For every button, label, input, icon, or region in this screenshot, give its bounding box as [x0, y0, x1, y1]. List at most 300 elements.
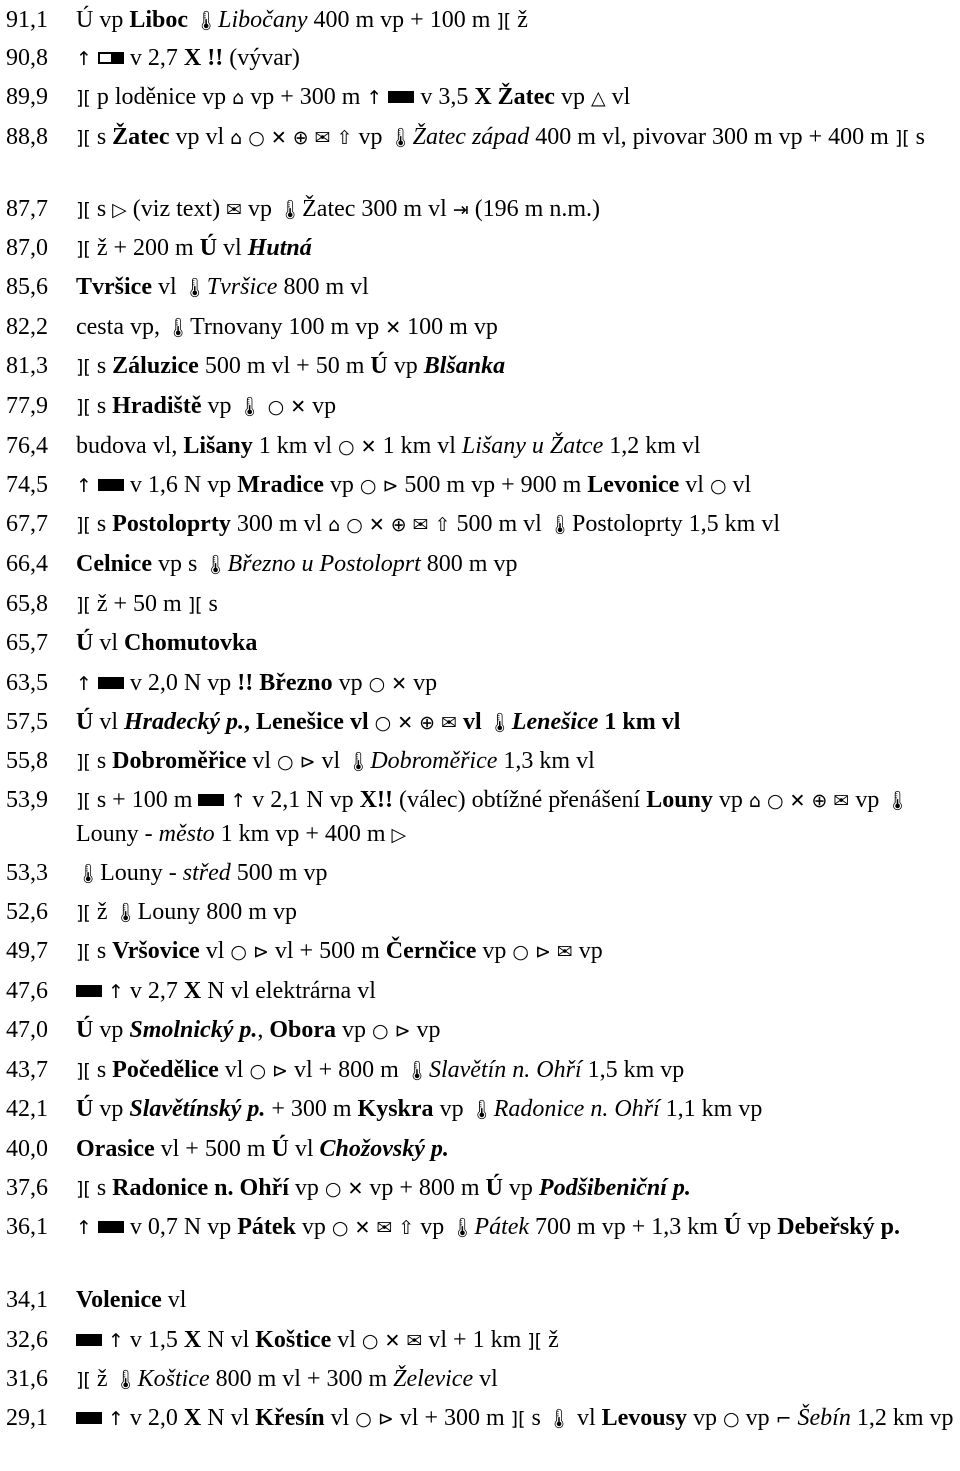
text-run: 1,5 km vp — [581, 1057, 685, 1083]
text-run: vp — [739, 1405, 776, 1431]
text-run: ž — [90, 899, 114, 925]
text-run: vl — [726, 472, 752, 498]
text-run: vl — [161, 1287, 187, 1313]
arrow-icon: ↑ — [366, 87, 383, 109]
entry-description — [76, 1284, 956, 1317]
text-run: Černčice — [385, 938, 477, 964]
arrow-icon: ↑ — [76, 475, 92, 497]
entry-description — [76, 896, 956, 930]
text-run: Koštice — [137, 1366, 210, 1392]
pub-icon: ⊳ — [534, 941, 551, 963]
text-run: vl — [246, 748, 278, 774]
hollow-block-icon — [98, 52, 124, 64]
entry-description — [76, 548, 956, 582]
text-run: s — [525, 1405, 547, 1431]
text-run: N vl elektrárna vl — [201, 978, 376, 1004]
text-run: Hradecký p. — [124, 709, 244, 735]
text-run: ž — [511, 7, 528, 33]
shop-icon: ○ — [512, 941, 529, 963]
shop-icon: ○ — [359, 475, 377, 497]
weir-icon: ][ — [76, 514, 91, 536]
text-run: 1 km vl — [598, 709, 681, 735]
text-run: (vývar) — [223, 45, 300, 71]
station-icon: 🌡 — [182, 277, 207, 299]
text-run: v 1,6 N vp — [123, 472, 238, 498]
text-run: Žatec západ — [412, 124, 530, 150]
restaurant-icon: ✕ — [347, 1178, 364, 1200]
text-run: vl — [218, 1057, 250, 1083]
text-run: Dobroměřice — [370, 748, 498, 774]
text-run: vp + 800 m — [363, 1175, 486, 1201]
text-run: 700 m vp + 1,3 km — [529, 1214, 724, 1240]
camp-icon: △ — [590, 87, 606, 109]
restaurant-icon: ✕ — [368, 514, 385, 536]
weir-icon: ][ — [496, 10, 512, 32]
stop-icon: 🌡 — [469, 1099, 494, 1121]
text-run: X — [183, 978, 202, 1004]
doctor-icon: ⊕ — [811, 790, 828, 812]
text-run: vp — [336, 1017, 373, 1043]
river-km: 47,6 — [6, 978, 48, 1004]
block-icon — [198, 794, 224, 806]
text-run: s + 100 m — [90, 787, 199, 813]
post-icon: ✉ — [412, 514, 429, 536]
restaurant-icon: ✕ — [391, 673, 408, 695]
text-run: vp — [288, 1175, 325, 1201]
text-run: vl — [315, 748, 347, 774]
shop-icon: ○ — [267, 396, 285, 418]
post-icon: ✉ — [441, 712, 457, 734]
text-run: vp — [849, 787, 886, 813]
text-run: vp vl — [169, 124, 231, 150]
text-run: vl + 300 m — [393, 1405, 511, 1431]
block-icon — [76, 985, 102, 997]
text-run: vl — [93, 709, 125, 735]
text-run: , Lenešice vl — [243, 709, 375, 735]
entry-description — [76, 667, 956, 701]
weir-icon: ][ — [76, 941, 91, 963]
entry-description — [76, 935, 956, 969]
entry-description — [76, 4, 956, 38]
text-run: X — [183, 45, 202, 71]
entry-description — [76, 1093, 956, 1127]
restaurant-icon: ✕ — [270, 127, 287, 149]
text-run: 1,2 km vl — [603, 433, 701, 459]
station-icon: 🌡 — [203, 554, 228, 576]
lock-icon: ⌐ — [775, 1408, 792, 1430]
text-run: Slavětínský p. — [129, 1096, 266, 1122]
stop-icon: 🌡 — [346, 751, 371, 773]
text-run: vl — [93, 630, 125, 656]
text-run: Pátek — [474, 1214, 530, 1240]
text-run: 800 m vp — [420, 551, 518, 577]
text-run: Chomutovka — [124, 630, 258, 656]
text-run: 400 m vp + 100 m — [307, 7, 497, 33]
stop-icon: 🌡 — [450, 1217, 475, 1239]
text-run: vp + 300 m — [244, 84, 367, 110]
entry-description — [76, 271, 956, 305]
block-icon — [76, 1412, 102, 1424]
text-run: vp s — [151, 551, 204, 577]
text-run: 500 m vl + 50 m — [198, 353, 371, 379]
text-run: cesta vp, — [76, 314, 166, 340]
post-icon: ✉ — [406, 1330, 423, 1352]
text-run: 1 km vl — [252, 433, 339, 459]
text-run: Vršovice — [112, 938, 200, 964]
text-run: vp — [410, 1017, 441, 1043]
hotel-icon: ⇧ — [336, 127, 353, 149]
text-run: Ú — [76, 1096, 94, 1122]
station-icon: 🌡 — [885, 790, 910, 812]
river-km: 89,9 — [6, 84, 48, 110]
text-run: Tvršice — [76, 274, 152, 300]
text-run: X — [183, 1327, 202, 1353]
entry-description — [76, 121, 956, 155]
entry-description — [76, 350, 956, 384]
river-km: 65,7 — [6, 630, 48, 656]
restaurant-icon: ✕ — [789, 790, 806, 812]
text-run: Ú vp — [76, 7, 130, 33]
river-km: 49,7 — [6, 938, 48, 964]
text-run: !! — [376, 787, 393, 813]
station-icon: 🌡 — [547, 514, 572, 536]
text-run: Volenice — [76, 1287, 162, 1313]
text-run: vl + 1 km — [422, 1327, 528, 1353]
arrow-icon: ↑ — [76, 48, 92, 70]
text-run: Levonice — [587, 472, 680, 498]
text-run: (válec) obtížné přenášení — [392, 787, 647, 813]
restaurant-icon: ✕ — [384, 1330, 401, 1352]
entry-description — [76, 706, 956, 740]
text-run: vl + 800 m — [287, 1057, 405, 1083]
pub-icon: ⊳ — [252, 941, 269, 963]
text-run: 1 km vp + 400 m — [214, 821, 392, 847]
text-run: Tvršice — [206, 274, 278, 300]
arrow-icon: ↑ — [108, 1330, 124, 1352]
text-run: vp — [93, 1017, 130, 1043]
station-icon: 🌡 — [278, 199, 303, 221]
block-icon — [76, 1334, 102, 1346]
arrow-icon: ↑ — [76, 1217, 92, 1239]
text-run: vp — [201, 393, 238, 419]
doctor-icon: ⊕ — [390, 514, 407, 536]
shop-icon: ○ — [230, 941, 247, 963]
text-run: Počedělice — [112, 1057, 219, 1083]
text-run: v 2,1 N vp — [246, 787, 360, 813]
entry-description — [76, 1133, 956, 1166]
station-icon: 🌡 — [194, 10, 219, 32]
river-km: 36,1 — [6, 1214, 48, 1240]
text-run: vp — [572, 938, 603, 964]
weir-icon: ][ — [76, 790, 91, 812]
text-run: Křesín — [255, 1405, 325, 1431]
weir-icon: ][ — [76, 1060, 91, 1082]
block-icon — [98, 479, 124, 491]
text-run: 1,2 km vp — [850, 1405, 954, 1431]
entry-description — [76, 232, 956, 266]
text-run: vl — [605, 84, 631, 110]
river-km: 87,0 — [6, 235, 48, 261]
river-km: 29,1 — [6, 1405, 48, 1431]
text-run: vp — [407, 670, 438, 696]
shop-icon: ○ — [331, 1217, 349, 1239]
boathouse-icon: ⌂ — [748, 790, 761, 812]
pub-icon: ⊳ — [382, 475, 399, 497]
text-run: Koštice — [255, 1327, 332, 1353]
entry-description — [76, 81, 956, 115]
text-run: Pátek — [237, 1214, 296, 1240]
entry-description — [76, 975, 956, 1009]
post-icon: ✉ — [833, 790, 850, 812]
text-run: Lišany u Žatce — [461, 433, 604, 459]
text-run: 500 m vp + 900 m — [398, 472, 588, 498]
text-run: s — [90, 393, 113, 419]
text-run: p loděnice vp — [90, 84, 233, 110]
weir-icon: ][ — [76, 1369, 91, 1391]
river-km: 91,1 — [6, 7, 48, 33]
entry-description — [76, 469, 956, 503]
text-run: v 3,5 — [414, 84, 475, 110]
post-icon: ✉ — [226, 199, 243, 221]
weir-icon: ][ — [76, 238, 91, 260]
text-run: Ú — [76, 709, 94, 735]
entry-description — [76, 1211, 956, 1245]
shop-icon: ○ — [346, 514, 363, 536]
river-km: 47,0 — [6, 1017, 48, 1043]
text-run: vl — [679, 472, 710, 498]
text-run: vl — [288, 1136, 320, 1162]
block-icon — [98, 677, 124, 689]
weir-icon: ][ — [76, 356, 91, 378]
text-run: 300 m vl — [230, 511, 329, 537]
text-run: v 2,7 — [123, 45, 184, 71]
river-km: 82,2 — [6, 314, 48, 340]
text-run: 400 m vl, pivovar 300 m vp + 400 m — [529, 124, 895, 150]
weir-icon: ][ — [76, 127, 91, 149]
text-run: X — [183, 1405, 202, 1431]
station-icon: 🌡 — [388, 127, 413, 149]
text-run: Šebín — [797, 1405, 851, 1431]
text-run: vp — [741, 1214, 778, 1240]
river-km: 31,6 — [6, 1366, 48, 1392]
text-run: v 2,7 — [123, 978, 184, 1004]
block-icon — [98, 1221, 124, 1233]
text-run: Žatec 300 m vl — [302, 196, 453, 222]
entry-description — [76, 1014, 956, 1048]
weir-icon: ][ — [894, 127, 910, 149]
text-run: Mradice — [237, 472, 324, 498]
entry-description — [76, 745, 956, 779]
shop-icon: ○ — [248, 127, 265, 149]
shop-icon: ○ — [722, 1408, 740, 1430]
doctor-icon: ⊕ — [292, 127, 309, 149]
shop-icon: ○ — [249, 1060, 267, 1082]
text-run: Ú — [370, 353, 388, 379]
entry-description — [76, 588, 956, 622]
weir-icon: ][ — [76, 396, 91, 418]
pub-icon: ⊳ — [272, 1060, 288, 1082]
entry-description — [76, 784, 956, 852]
shop-icon: ○ — [709, 475, 727, 497]
text-run: v 1,5 — [123, 1327, 184, 1353]
text-run: 1 km vl — [376, 433, 462, 459]
text-run: vp — [323, 472, 360, 498]
pub-icon: ⊳ — [377, 1408, 394, 1430]
text-run: !! Březno — [237, 670, 333, 696]
text-run: město — [158, 821, 215, 847]
text-run: Hradiště — [112, 393, 202, 419]
river-km: 76,4 — [6, 433, 48, 459]
text-run: 1,3 km vl — [497, 748, 595, 774]
text-run: Ú — [199, 235, 218, 261]
entry-description — [76, 1324, 956, 1358]
text-run: v 0,7 N vp — [123, 1214, 238, 1240]
text-run: Slavětín n. Ohří — [428, 1057, 582, 1083]
text-run: (viz text) — [126, 196, 227, 222]
stop-icon: 🌡 — [237, 396, 262, 418]
text-run: Louny — [646, 787, 713, 813]
restaurant-icon: ✕ — [360, 436, 377, 458]
text-run: Louny - — [76, 821, 159, 847]
stop-icon: 🌡 — [404, 1060, 429, 1082]
shop-icon: ○ — [338, 436, 355, 458]
text-run: vp — [686, 1405, 723, 1431]
river-km: 57,5 — [6, 709, 48, 735]
text-run: vp — [554, 84, 591, 110]
doctor-icon: ⊕ — [419, 712, 436, 734]
text-run: vp — [712, 787, 749, 813]
river-km: 74,5 — [6, 472, 48, 498]
post-icon: ✉ — [556, 941, 573, 963]
arrow-icon: ↑ — [108, 1408, 124, 1430]
text-run: Louny 800 m vp — [137, 899, 297, 925]
text-run: budova vl, — [76, 433, 184, 459]
weir-icon: ][ — [510, 1408, 526, 1430]
pictogram-icon: ▷ — [112, 199, 127, 221]
entry-description — [76, 430, 956, 464]
text-run: s — [90, 1057, 113, 1083]
text-run: Liboc — [129, 7, 189, 33]
text-run: Smolnický p. — [129, 1017, 258, 1043]
entry-description — [76, 857, 956, 891]
text-run: vl — [199, 938, 231, 964]
station-icon: 🌡 — [165, 317, 191, 339]
river-km: 77,9 — [6, 393, 48, 419]
river-km: 85,6 — [6, 274, 48, 300]
text-run: vl — [331, 1327, 362, 1353]
arrow-icon: ↑ — [108, 981, 124, 1003]
text-run: s — [909, 124, 925, 150]
text-run: , — [257, 1017, 270, 1043]
text-run: vl — [151, 274, 183, 300]
text-run: 800 m vl + 300 m — [209, 1366, 394, 1392]
restaurant-icon: ✕ — [290, 396, 307, 418]
pub-icon: ⊳ — [299, 751, 316, 773]
text-run: Libočany — [218, 7, 308, 33]
text-run: střed — [182, 860, 231, 886]
text-run: s — [202, 591, 218, 617]
text-run: 500 m vp — [230, 860, 328, 886]
weir-icon: ][ — [76, 87, 91, 109]
text-run: Radonice n. Ohří — [493, 1096, 660, 1122]
text-run: Želevice — [393, 1366, 474, 1392]
shop-icon: ○ — [766, 790, 784, 812]
text-run: Trnovany 100 m vp — [190, 314, 386, 340]
river-km: 40,0 — [6, 1136, 48, 1162]
text-run: ž — [542, 1327, 559, 1353]
shop-icon: ○ — [372, 1020, 389, 1042]
text-run: 500 m vl — [450, 511, 548, 537]
text-run: Lenešice — [511, 709, 599, 735]
text-run: Hutná — [247, 235, 312, 261]
text-run: s — [90, 938, 113, 964]
river-km: 81,3 — [6, 353, 48, 379]
text-run: Záluzice — [112, 353, 199, 379]
text-run: vp — [295, 1214, 332, 1240]
text-run: Žatec — [112, 124, 170, 150]
text-run: vp — [387, 353, 424, 379]
text-run: Postoloprty 1,5 km vl — [571, 511, 781, 537]
text-run: vp — [414, 1214, 451, 1240]
text-run: Orasice — [76, 1136, 155, 1162]
text-run: vp — [433, 1096, 470, 1122]
post-icon: ✉ — [314, 127, 331, 149]
weir-icon: ][ — [76, 902, 91, 924]
river-km: 43,7 — [6, 1057, 48, 1083]
text-run: 100 m vp — [401, 314, 498, 340]
river-km: 65,8 — [6, 591, 48, 617]
station-icon: 🌡 — [113, 902, 138, 924]
river-km: 53,3 — [6, 860, 48, 886]
text-run: Dobroměřice — [112, 748, 247, 774]
text-run: ž + 50 m — [90, 591, 188, 617]
entry-description — [76, 1054, 956, 1088]
entry-description — [76, 42, 956, 76]
text-run: 800 m vl — [277, 274, 369, 300]
river-km: 63,5 — [6, 670, 48, 696]
text-run: ž — [90, 1366, 114, 1392]
altitude-icon: ⇥ — [452, 199, 469, 221]
text-run: (196 m n.m.) — [468, 196, 601, 222]
text-run: 1,1 km vp — [659, 1096, 763, 1122]
river-km: 52,6 — [6, 899, 48, 925]
text-run: s — [90, 748, 113, 774]
text-run: vp — [476, 938, 513, 964]
river-km: 67,7 — [6, 511, 48, 537]
text-run: Levousy — [601, 1405, 687, 1431]
text-run: vl — [324, 1405, 356, 1431]
text-run: s — [90, 353, 113, 379]
text-run: Kyskra — [357, 1096, 434, 1122]
river-km: 53,9 — [6, 787, 48, 813]
weir-icon: ][ — [527, 1330, 543, 1352]
text-run: N vl — [201, 1405, 256, 1431]
boathouse-icon: ⌂ — [328, 514, 341, 536]
post-icon: ✉ — [376, 1217, 393, 1239]
river-km: 32,6 — [6, 1327, 48, 1353]
text-run: Ú — [76, 1017, 94, 1043]
text-run: Obora — [269, 1017, 337, 1043]
text-run: Chožovský p. — [319, 1136, 449, 1162]
river-km: 90,8 — [6, 45, 48, 71]
shop-icon: ○ — [368, 673, 386, 695]
shop-icon: ○ — [324, 1178, 342, 1200]
pub-icon: ⊳ — [394, 1020, 411, 1042]
river-km: 88,8 — [6, 124, 48, 150]
stop-icon: 🌡 — [546, 1408, 571, 1430]
text-run: Postoloprty — [112, 511, 231, 537]
text-run: vp — [306, 393, 337, 419]
